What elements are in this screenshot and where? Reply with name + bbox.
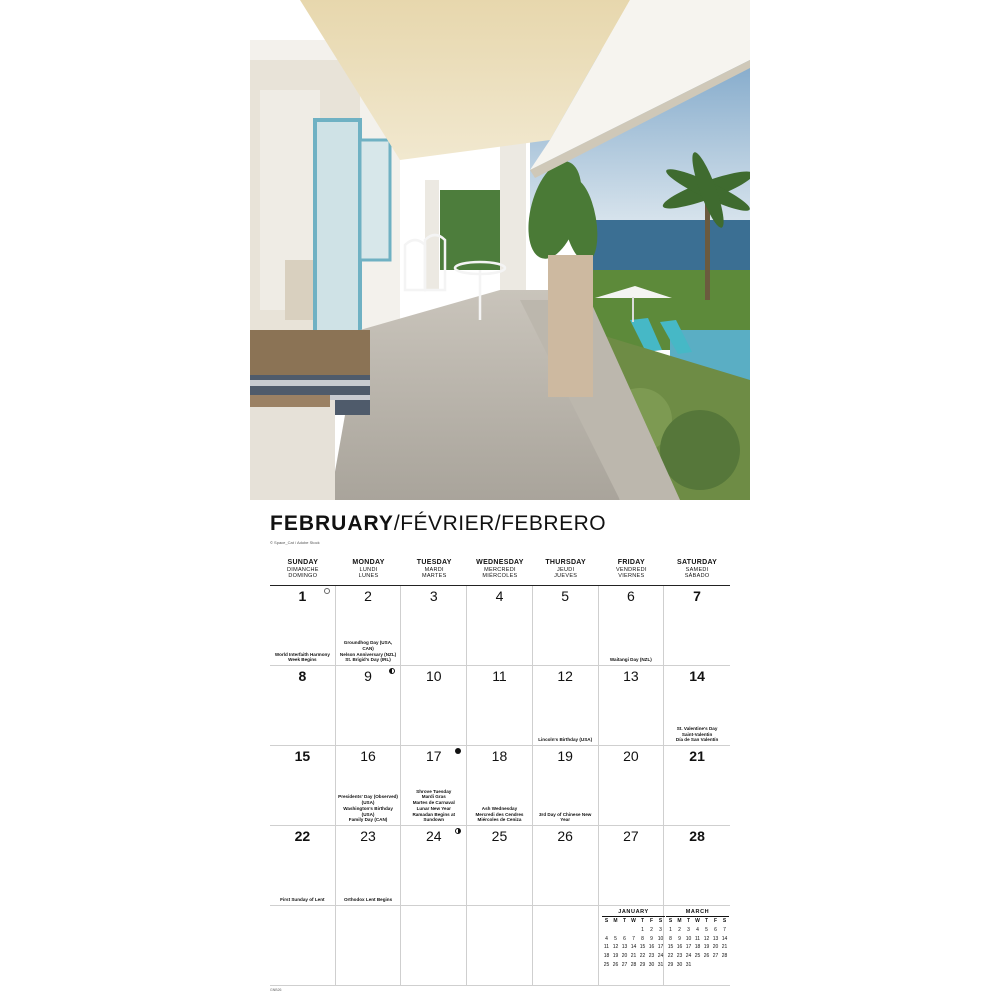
weekday-en: THURSDAY [545, 559, 586, 566]
event-label: First Sunday of Lent [280, 897, 325, 903]
event-label: Family Day (CAN) [348, 817, 388, 823]
mini-day: 2 [650, 926, 653, 933]
mini-day [702, 962, 711, 971]
day-cell [467, 586, 533, 666]
mini-calendar-days [602, 918, 665, 971]
weekday-es: DOMINGO [288, 573, 318, 580]
mini-day: 12 [612, 944, 619, 951]
mini-day: 13 [621, 944, 628, 951]
mini-day: 19 [703, 944, 710, 951]
month-title-spanish: /FEBRERO [494, 512, 607, 535]
photo-credit: © Space_Cat / Adobe Stock [270, 540, 320, 545]
mini-day: 10 [685, 935, 692, 942]
day-cell [599, 666, 665, 746]
mini-day: 14 [721, 935, 728, 942]
mini-day: 19 [612, 953, 619, 960]
day-cell [599, 826, 665, 906]
mini-day: 24 [657, 953, 664, 960]
day-cell [270, 906, 336, 986]
mini-day: 5 [705, 926, 708, 933]
mini-day: 21 [630, 953, 637, 960]
mini-day: 16 [648, 944, 655, 951]
mini-day: 23 [648, 953, 655, 960]
mini-day: 7 [632, 935, 635, 942]
day-cell [664, 666, 730, 746]
mini-day: 25 [694, 953, 701, 960]
mini-day: 27 [621, 961, 628, 968]
calendar-photo [250, 0, 750, 500]
weekday-fr: JEUDI [556, 567, 575, 574]
mini-day [711, 962, 720, 971]
weekday-header [336, 556, 402, 585]
mini-day: 11 [603, 944, 610, 951]
mini-day [629, 927, 638, 936]
weekday-es: SÁBADO [684, 573, 710, 580]
month-title [270, 512, 606, 536]
day-number: 24 [425, 828, 442, 844]
weekday-en: MONDAY [352, 559, 385, 566]
weekday-es: MIÉRCOLES [482, 573, 518, 580]
day-number: 28 [689, 828, 705, 844]
mini-day: 31 [685, 961, 692, 968]
day-number: 27 [623, 828, 639, 844]
day-number: 21 [689, 748, 705, 764]
mini-day: 24 [685, 953, 692, 960]
day-number: 8 [298, 668, 307, 684]
day-number: 4 [495, 588, 504, 604]
weekday-fr: SAMEDI [685, 567, 709, 574]
day-cell [467, 906, 533, 986]
day-cell [533, 746, 599, 826]
mini-weekday: F [713, 918, 718, 924]
mini-day: 5 [614, 935, 617, 942]
day-cell [270, 666, 336, 746]
event-label: Miércoles de Ceniza [477, 817, 522, 823]
month-title-english: FEBRUARY [270, 512, 394, 535]
day-number: 10 [425, 668, 442, 684]
event-label: Saint-Valentin [681, 731, 713, 737]
mini-day: 30 [648, 961, 655, 968]
event-label: Presidents' Day (Observed) (USA) [338, 794, 398, 806]
mini-day [720, 962, 729, 971]
mini-day: 4 [696, 926, 699, 933]
weekday-en: WEDNESDAY [476, 559, 524, 566]
mini-weekday: F [649, 918, 654, 924]
mini-weekday: T [640, 918, 645, 924]
mini-weekday: M [613, 918, 618, 924]
day-number: 14 [689, 668, 705, 684]
day-cell [270, 746, 336, 826]
mini-day: 9 [650, 935, 653, 942]
event-label: St. Valentine's Day [676, 725, 718, 731]
weekday-fr: MARDI [424, 567, 444, 574]
mini-day: 31 [657, 961, 664, 968]
mini-day [693, 962, 702, 971]
day-events [601, 657, 662, 663]
day-cell [467, 746, 533, 826]
mini-day: 10 [657, 935, 664, 942]
weekday-header [664, 556, 730, 585]
day-number: 19 [557, 748, 573, 764]
mini-weekday: S [658, 918, 663, 924]
mini-day: 8 [669, 935, 672, 942]
weekday-fr: MERCREDI [484, 567, 516, 574]
mini-day: 22 [639, 953, 646, 960]
day-number: 11 [492, 668, 507, 684]
weekday-header [599, 556, 665, 585]
mini-calendar-title: JANUARY [602, 909, 665, 917]
day-events [469, 806, 530, 823]
day-cell [336, 826, 402, 906]
footer-code: GNB26 [270, 988, 282, 992]
event-label: Lunar New Year [416, 805, 451, 811]
day-cell [533, 666, 599, 746]
day-events [338, 794, 399, 823]
mini-day: 18 [694, 944, 701, 951]
day-events [338, 897, 399, 903]
mini-day: 15 [667, 944, 674, 951]
day-events [535, 812, 596, 823]
day-events [666, 726, 728, 743]
weekday-header [533, 556, 599, 585]
day-cell [336, 586, 402, 666]
day-number: 26 [557, 828, 573, 844]
day-number: 16 [360, 748, 376, 764]
mini-day: 25 [603, 961, 610, 968]
mini-day: 8 [641, 935, 644, 942]
mini-weekday: S [604, 918, 609, 924]
mini-day: 6 [714, 926, 717, 933]
event-label: World Interfaith Harmony [274, 651, 330, 657]
mini-day: 11 [694, 935, 701, 942]
balcony-ocean-photo [250, 0, 750, 500]
day-cell [664, 746, 730, 826]
event-label: Día de San Valentín [675, 737, 719, 743]
day-cell [401, 826, 467, 906]
day-cell [467, 666, 533, 746]
day-number: 20 [623, 748, 639, 764]
mini-day: 26 [703, 953, 710, 960]
mini-day: 9 [678, 935, 681, 942]
event-label: Week Begins [288, 657, 317, 663]
day-number: 2 [364, 588, 372, 604]
weekday-en: TUESDAY [416, 559, 452, 566]
day-number: 18 [491, 748, 508, 764]
mini-day: 16 [676, 944, 683, 951]
mini-day: 14 [630, 944, 637, 951]
day-number: 6 [626, 588, 635, 604]
event-label: St. Brigid's Day (IRL) [345, 657, 391, 663]
mini-day: 12 [703, 935, 710, 942]
mini-day: 6 [623, 935, 626, 942]
day-number: 13 [623, 668, 639, 684]
mini-day: 13 [712, 935, 719, 942]
mini-day: 20 [712, 944, 719, 951]
weekday-header-row [270, 556, 730, 586]
mini-day: 21 [721, 944, 728, 951]
event-label: Shrove Tuesday [416, 788, 452, 794]
mini-day: 2 [678, 926, 681, 933]
mini-day [602, 927, 611, 936]
day-number: 25 [491, 828, 508, 844]
day-cell [533, 906, 599, 986]
mini-day: 15 [639, 944, 646, 951]
mini-day: 17 [657, 944, 664, 951]
day-cell [599, 586, 665, 666]
mini-weekday: S [668, 918, 673, 924]
weekday-fr: VENDREDI [615, 567, 647, 574]
day-cell [664, 826, 730, 906]
day-events [338, 640, 399, 663]
event-label: Washington's Birthday (USA) [343, 805, 393, 817]
weekday-es: VIERNES [618, 573, 645, 580]
mini-weekday: S [722, 918, 727, 924]
mini-day: 27 [712, 953, 719, 960]
day-cell [401, 906, 467, 986]
mini-day: 22 [667, 953, 674, 960]
mini-day: 3 [659, 926, 662, 933]
day-cell [401, 666, 467, 746]
event-label: Martes de Carnaval [412, 800, 455, 806]
day-number: 15 [294, 748, 311, 764]
event-label: Mercredi des Cendres [475, 811, 524, 817]
mini-day: 29 [667, 961, 674, 968]
event-label: Ramadan Begins at Sundown [412, 811, 456, 823]
mini-day: 7 [723, 926, 726, 933]
weekday-en: SATURDAY [677, 559, 718, 566]
day-number: 7 [693, 588, 701, 604]
day-events [272, 652, 333, 663]
mini-weekday: W [631, 918, 636, 924]
mini-day: 18 [603, 953, 610, 960]
mini-calendar-january [602, 909, 665, 971]
mini-calendar-march [666, 909, 729, 971]
weekday-fr: DIMANCHE [286, 567, 319, 574]
event-label: Groundhog Day (USA, CAN) [343, 640, 393, 651]
day-cell [401, 586, 467, 666]
event-label: Waitangi Day (NZL) [609, 657, 652, 663]
mini-day: 17 [685, 944, 692, 951]
mini-day: 1 [641, 926, 644, 933]
weekday-es: LUNES [358, 573, 379, 580]
weekday-en: SUNDAY [287, 559, 319, 566]
mini-calendar-title: MARCH [666, 909, 729, 917]
mini-day: 28 [721, 953, 728, 960]
day-cell [664, 586, 730, 666]
day-number: 17 [425, 748, 442, 764]
day-number: 9 [364, 668, 372, 684]
mini-day [620, 927, 629, 936]
event-label: 3rd Day of Chinese New Year [538, 811, 592, 823]
weekday-header [270, 556, 336, 585]
mini-day: 3 [687, 926, 690, 933]
day-cell [336, 746, 402, 826]
day-cell [401, 746, 467, 826]
day-cell [336, 906, 402, 986]
weekday-header [401, 556, 467, 585]
mini-calendar-days [666, 918, 729, 971]
day-cell [533, 586, 599, 666]
mini-weekday: W [695, 918, 700, 924]
day-cell [467, 826, 533, 906]
mini-weekday: M [677, 918, 682, 924]
mini-weekday: T [622, 918, 627, 924]
day-number: 1 [298, 588, 307, 604]
mini-day: 4 [605, 935, 608, 942]
mini-day: 30 [676, 961, 683, 968]
mini-day: 23 [676, 953, 683, 960]
weekday-header [467, 556, 533, 585]
weekday-fr: LUNDI [359, 567, 378, 574]
weekday-es: JUEVES [554, 573, 578, 580]
month-title-french: /FÉVRIER [393, 512, 495, 535]
day-cell [599, 746, 665, 826]
mini-day: 26 [612, 961, 619, 968]
full-moon-icon [324, 588, 330, 594]
weekday-en: FRIDAY [617, 559, 645, 566]
event-label: Ash Wednesday [481, 805, 518, 811]
mini-day: 1 [669, 926, 672, 933]
day-number: 23 [360, 828, 376, 844]
event-label: Lincoln's Birthday (USA) [538, 737, 593, 743]
day-number: 3 [429, 588, 438, 604]
day-events [535, 737, 596, 743]
mini-day: 28 [630, 961, 637, 968]
mini-day [611, 927, 620, 936]
day-cell [270, 826, 336, 906]
day-events [403, 789, 464, 823]
mini-day: 20 [621, 953, 628, 960]
weekday-es: MARTES [421, 573, 447, 580]
day-events [272, 897, 333, 903]
day-number: 22 [294, 828, 311, 844]
event-label: Orthodox Lent Begins [343, 897, 393, 903]
day-cell [336, 666, 402, 746]
day-number: 12 [557, 668, 573, 684]
event-label: Nelson Anniversary (NZL) [339, 651, 397, 657]
mini-day: 29 [639, 961, 646, 968]
day-cell [270, 586, 336, 666]
event-label: Mardi Gras [421, 794, 446, 800]
mini-weekday: T [704, 918, 709, 924]
day-cell [533, 826, 599, 906]
mini-weekday: T [686, 918, 691, 924]
day-number: 5 [561, 588, 570, 604]
